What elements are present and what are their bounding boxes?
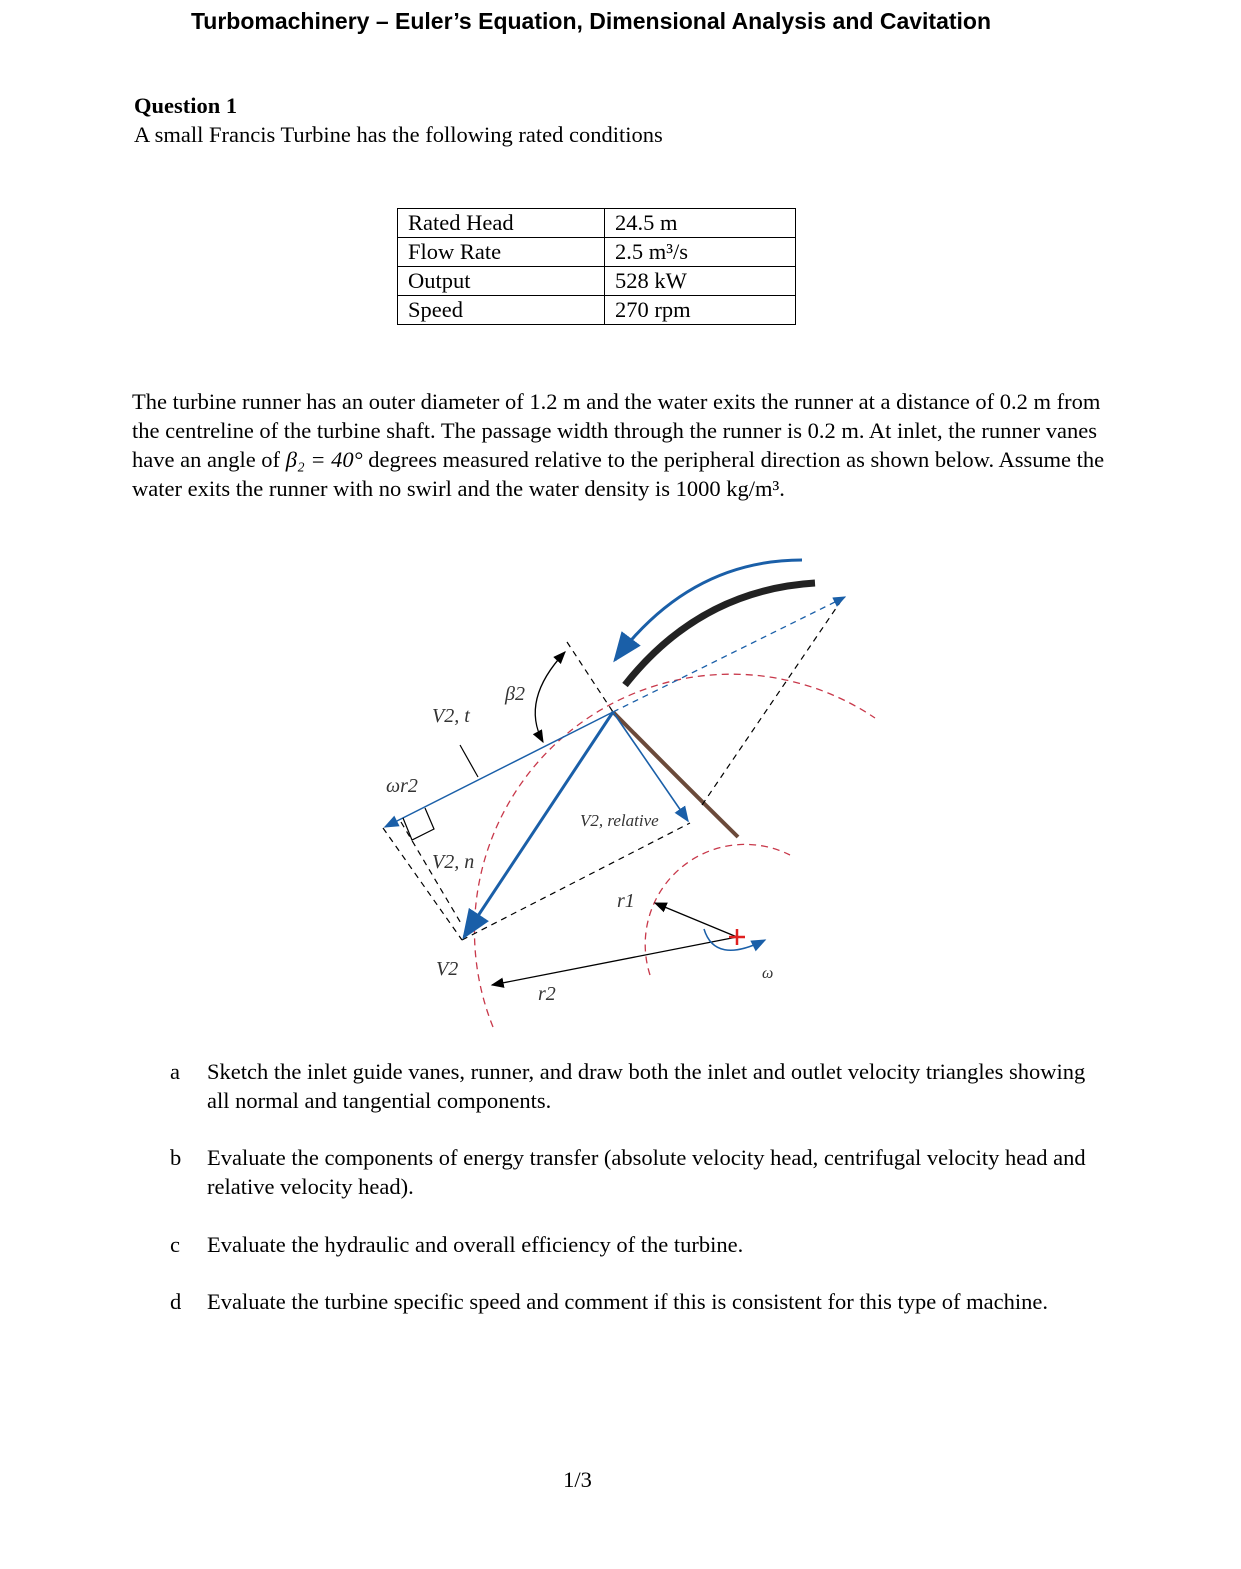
right-angle-mark [403, 808, 434, 840]
omega-r2-vector [385, 712, 613, 827]
rated-conditions-table [397, 208, 796, 325]
v2t-label: V2, t [432, 705, 470, 727]
item-text: Sketch the inlet guide vanes, runner, and draw both the inlet and outlet velocity triangles showing all normal and tangential components. [207, 1059, 1086, 1113]
r2-arrow [492, 937, 737, 985]
description-text: degrees measured relative to the peripheral direction as shown below. Assume the water exits the runner with no swirl and the water density is 1000 kg/m³. [132, 447, 1105, 501]
table-row [398, 267, 796, 296]
row-value: 270 rpm [605, 296, 796, 325]
question-intro: A small Francis Turbine has the following rated conditions [134, 122, 663, 147]
item-text: Evaluate the turbine specific speed and comment if this is consistent for this type of machine. [207, 1289, 1049, 1314]
table-row [398, 296, 796, 325]
question-heading: Question 1 [134, 93, 238, 118]
problem-description [132, 387, 1122, 503]
item-text: Evaluate the components of energy transfer (absolute velocity head, centrifugal velocity head and relative velocity head). [207, 1145, 1086, 1199]
item-key: c [170, 1232, 180, 1257]
v2-relative-vector [613, 712, 688, 821]
rotation-arrow [704, 929, 765, 950]
row-label: Speed [398, 296, 605, 325]
row-label: Output [398, 267, 605, 296]
beta2-label: β2 [505, 683, 525, 705]
omega-label: ω [762, 965, 774, 982]
radius-circles [474, 674, 875, 1027]
beta2-arc [535, 652, 565, 742]
item-text: Evaluate the hydraulic and overall efficiency of the turbine. [207, 1232, 744, 1257]
item-key: d [170, 1289, 182, 1314]
shaft-center-icon [729, 929, 745, 945]
page-number: 1/3 [563, 1467, 592, 1492]
r1-arrow [655, 903, 737, 937]
table-row [398, 238, 796, 267]
document-title: Turbomachinery – Euler’s Equation, Dimensional Analysis and Cavitation [190, 8, 992, 34]
guide-vane [625, 583, 815, 685]
v2-label: V2 [436, 958, 459, 980]
v2n-label: V2, n [432, 851, 475, 873]
row-value: 24.5 m [605, 209, 796, 238]
row-label: Rated Head [398, 209, 605, 238]
velocity-triangle-diagram [380, 550, 880, 1030]
omega-r2-label: ωr2 [386, 775, 418, 797]
row-label: Flow Rate [398, 238, 605, 267]
row-value: 528 kW [605, 267, 796, 296]
description-text: The turbine runner has an outer diameter of 1.2 m and the water exits the runner at a distance of 0.2 m from the centreline of the turbine shaft. The passage width through the runner is 0.2 m. At inlet, the runner vanes have an angle of [132, 389, 1101, 472]
row-value: 2.5 m³/s [605, 238, 796, 267]
table-row [398, 209, 796, 238]
r2-label: r2 [538, 983, 556, 1005]
v2-relative-label: V2, relative [580, 811, 659, 830]
r1-label: r1 [617, 890, 635, 912]
item-key: b [170, 1145, 182, 1170]
beta-angle: β₂ = 40° [285, 447, 363, 472]
item-key: a [170, 1059, 180, 1084]
